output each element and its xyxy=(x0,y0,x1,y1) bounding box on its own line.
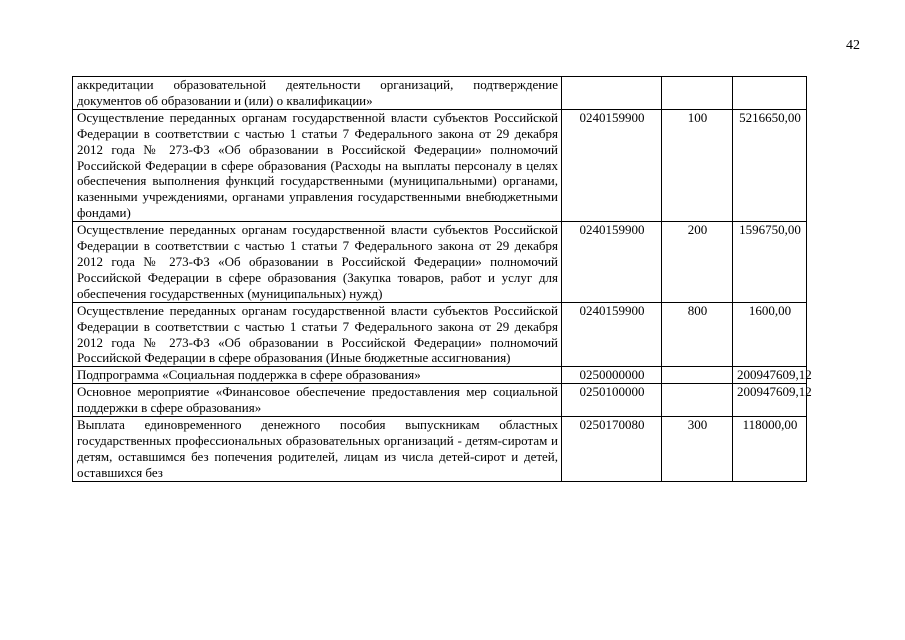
amount-cell: 1596750,00 xyxy=(733,222,807,303)
expense-name-cell: Осуществление переданных органам государственной власти субъектов Российской Федерации в соответствии с частью 1 статьи 7 Федерального закона от 29 декабря 2012 года № 273-ФЗ «Об образовании в Российской Федерации» полномочий Российской Федерации в сфере образования (Расходы на выплаты персоналу в целях обеспечения выполнения функций государственными (муниципальными) органами, казенными учреждениями, органами управления государственными внебюджетными фондами) xyxy=(73,109,562,221)
amount-cell: 1600,00 xyxy=(733,302,807,367)
expense-name-cell: аккредитации образовательной деятельности организаций, подтверждение документов об образовании и (или) о квалификации» xyxy=(73,77,562,110)
budget-table xyxy=(72,76,812,482)
expense-type-cell: 300 xyxy=(662,417,733,482)
target-code-cell: 0250000000 xyxy=(562,367,662,384)
target-code-cell: 0250170080 xyxy=(562,417,662,482)
target-code-cell: 0240159900 xyxy=(562,222,662,303)
expense-type-cell: 200 xyxy=(662,222,733,303)
table-row xyxy=(73,417,807,482)
table-row xyxy=(73,367,807,384)
table-row xyxy=(73,302,807,367)
expense-type-cell xyxy=(662,384,733,417)
amount-cell xyxy=(733,77,807,110)
expense-name-cell: Подпрограмма «Социальная поддержка в сфере образования» xyxy=(73,367,562,384)
target-code-cell: 0240159900 xyxy=(562,302,662,367)
table-row xyxy=(73,222,807,303)
amount-cell: 200947609,12 xyxy=(733,367,807,384)
expense-type-cell xyxy=(662,77,733,110)
amount-cell: 200947609,12 xyxy=(733,384,807,417)
expense-name-cell: Основное мероприятие «Финансовое обеспечение предоставления мер социальной поддержки в сфере образования» xyxy=(73,384,562,417)
table-row xyxy=(73,109,807,221)
page-number: 42 xyxy=(846,38,860,53)
expense-type-cell: 800 xyxy=(662,302,733,367)
table-row xyxy=(73,384,807,417)
expense-name-cell: Выплата единовременного денежного пособия выпускникам областных государственных профессиональных образовательных организаций - детям-сиротам и детям, оставшимся без попечения родителей, лицам из числа детей-сирот и детей, оставшихся без xyxy=(73,417,562,482)
target-code-cell: 0240159900 xyxy=(562,109,662,221)
amount-cell: 5216650,00 xyxy=(733,109,807,221)
expense-type-cell xyxy=(662,367,733,384)
expense-name-cell: Осуществление переданных органам государственной власти субъектов Российской Федерации в соответствии с частью 1 статьи 7 Федерального закона от 29 декабря 2012 года № 273-ФЗ «Об образовании в Российской Федерации» полномочий Российской Федерации в сфере образования (Закупка товаров, работ и услуг для обеспечения государственных (муниципальных) нужд) xyxy=(73,222,562,303)
expense-type-cell: 100 xyxy=(662,109,733,221)
target-code-cell xyxy=(562,77,662,110)
expense-name-cell: Осуществление переданных органам государственной власти субъектов Российской Федерации в соответствии с частью 1 статьи 7 Федерального закона от 29 декабря 2012 года № 273-ФЗ «Об образовании в Российской Федерации» полномочий Российской Федерации в сфере образования (Иные бюджетные ассигнования) xyxy=(73,302,562,367)
amount-cell: 118000,00 xyxy=(733,417,807,482)
target-code-cell: 0250100000 xyxy=(562,384,662,417)
table-row xyxy=(73,77,807,110)
